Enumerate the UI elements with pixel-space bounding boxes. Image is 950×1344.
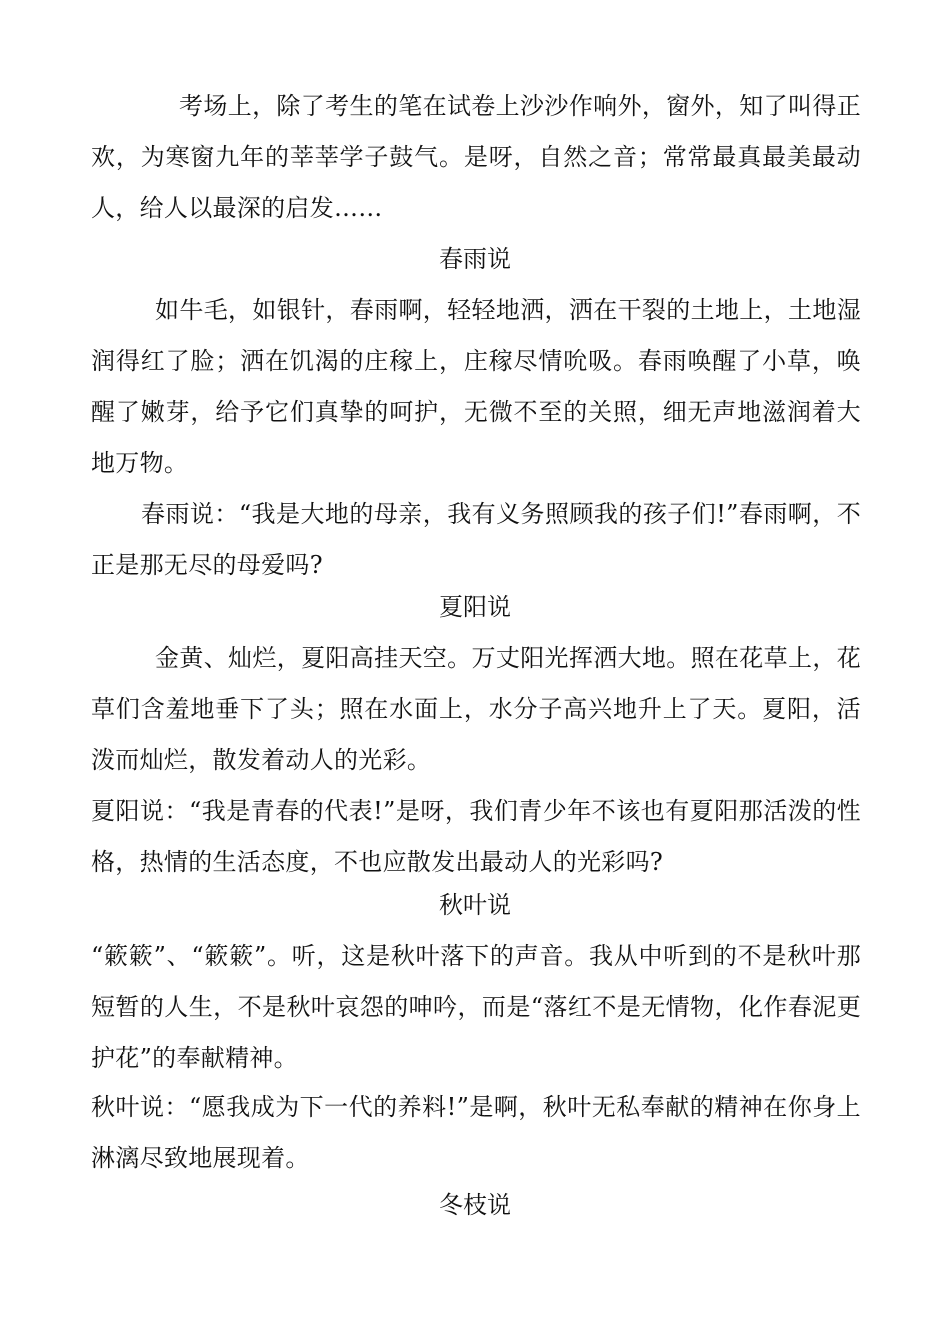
autumn-paragraph-1: “簌簌”、“簌簌”。听，这是秋叶落下的声音。我从中听到的不是秋叶那短暂的人生，不是秋叶哀怨的呻吟，而是“落红不是无情物，化作春泥更护花”的奉献精神。: [91, 942, 861, 1072]
summer-paragraph-2: 夏阳说：“我是青春的代表!”是呀，我们青少年不该也有夏阳那活泼的性格，热情的生活态度，不也应散发出最动人的光彩吗?: [91, 797, 861, 876]
autumn-paragraph-2: 秋叶说：“愿我成为下一代的养料!”是啊，秋叶无私奉献的精神在你身上淋漓尽致地展现着。: [91, 1093, 861, 1172]
summer-heading: 夏阳说: [439, 593, 511, 621]
intro-paragraph: 考场上，除了考生的笔在试卷上沙沙作响外，窗外，知了叫得正欢，为寒窗九年的莘莘学子鼓气。是呀，自然之音；常常最真最美最动人，给人以最深的启发……: [91, 92, 861, 222]
spring-paragraph-1: 如牛毛，如银针，春雨啊，轻轻地洒，洒在干裂的土地上，土地湿润得红了脸；洒在饥渴的庄稼上，庄稼尽情吮吸。春雨唤醒了小草，唤醒了嫩芽，给予它们真挚的呵护，无微不至的关照，细无声地滋润着大地万物。: [91, 296, 861, 477]
winter-heading: 冬枝说: [439, 1191, 511, 1219]
autumn-heading: 秋叶说: [439, 891, 511, 919]
spring-paragraph-2: 春雨说：“我是大地的母亲，我有义务照顾我的孩子们!”春雨啊，不正是那无尽的母爱吗?: [91, 500, 861, 579]
summer-paragraph-1: 金黄、灿烂，夏阳高挂天空。万丈阳光挥洒大地。照在花草上，花草们含羞地垂下了头；照在水面上，水分子高兴地升上了天。夏阳，活泼而灿烂，散发着动人的光彩。: [91, 644, 861, 774]
spring-heading: 春雨说: [439, 245, 511, 273]
